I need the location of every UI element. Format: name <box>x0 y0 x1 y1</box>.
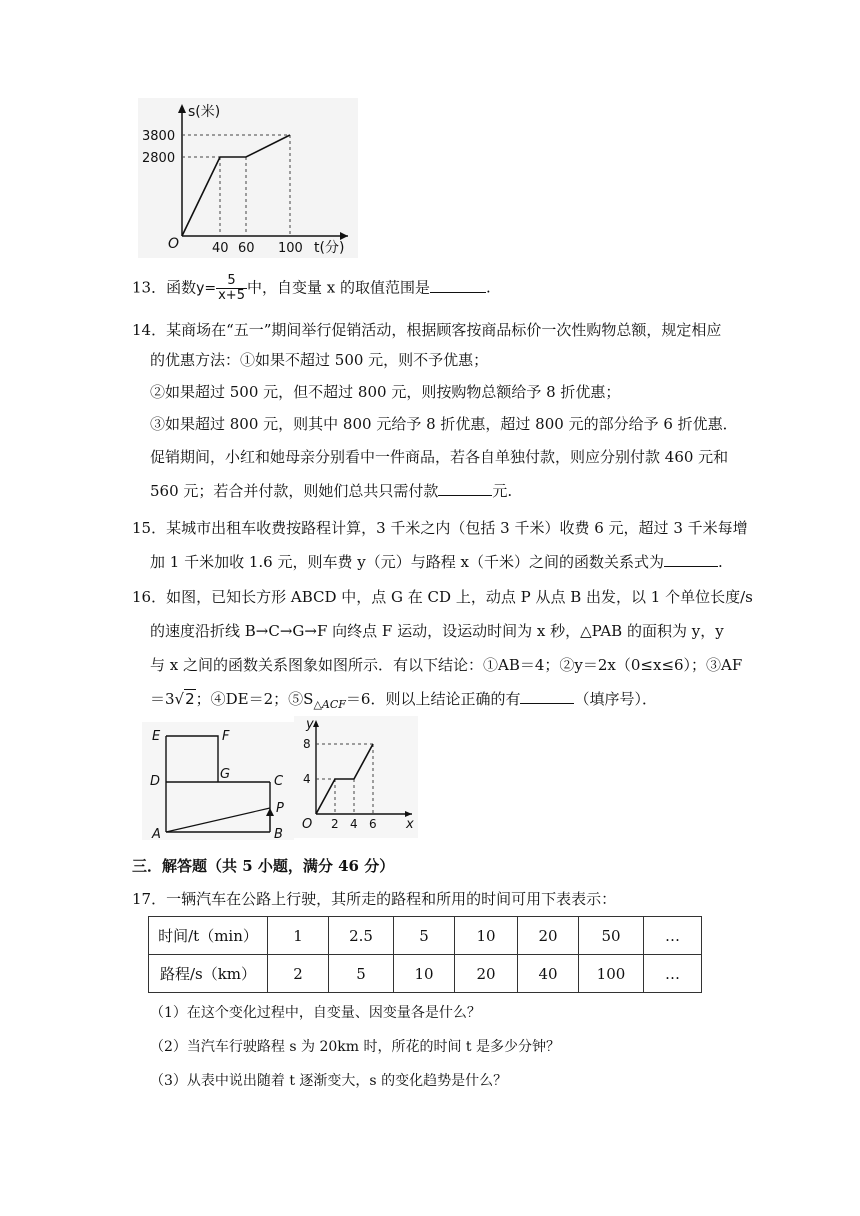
answer-blank-16[interactable] <box>520 689 574 704</box>
table-row <box>149 955 702 993</box>
question-17-sub-3: （3）从表中说出随着 t 逐渐变大，s 的变化趋势是什么？ <box>150 1073 508 1089</box>
y-tick-2800: 2800 <box>142 151 176 166</box>
question-14-line-4: ③如果超过 800 元，则其中 800 元给予 8 折优惠，超过 800 元的部分给予 6 折优惠． <box>150 415 738 433</box>
x-tick-100: 100 <box>278 241 303 256</box>
label-G: G <box>220 767 231 782</box>
distance-time-graph <box>138 98 358 258</box>
table-cell: 40 <box>518 955 579 993</box>
question-13: 13．函数y= $\frac{5}{x+5}$ 中，自变量 x 的取值范围是 . <box>132 273 491 303</box>
table-cell: 2 <box>268 955 329 993</box>
question-15-line-2: 加 1 千米加收 1.6 元，则车费 y（元）与路程 x（千米）之间的函数关系式为 . <box>150 553 723 571</box>
question-14-line-3: ②如果超过 500 元，但不超过 800 元，则按购物总额给予 8 折优惠； <box>150 383 621 401</box>
table-cell: 50 <box>579 917 644 955</box>
question-17-intro: 17．一辆汽车在公路上行驶，其所走的路程和所用的时间可用下表表示： <box>132 890 617 908</box>
x-axis-label: t(分) <box>314 240 345 256</box>
table-cell: 20 <box>455 955 518 993</box>
origin-label: O <box>302 817 313 832</box>
question-16-line-4: ＝3√2；④DE＝2；$⑤S_{\triangle ACF}=6$．则以上结论正确的有 （填序号）． <box>150 690 657 711</box>
table-cell: 5 <box>329 955 394 993</box>
y-tick-8: 8 <box>303 737 311 751</box>
question-14-line-1: 14．某商场在“五一”期间举行促销活动，根据顾客按商品标价一次性购物总额，规定相应 <box>132 321 722 339</box>
sqrt-symbol: √2 <box>174 690 195 708</box>
y-tick-4: 4 <box>303 772 311 786</box>
area-function-graph <box>294 716 418 838</box>
label-A: A <box>152 827 161 840</box>
question-16-line-2: 的速度沿折线 B→C→G→F 向终点 F 运动，设运动时间为 x 秒，△PAB 的面积为 y，y <box>150 622 724 640</box>
row-header-time: 时间/t（min） <box>149 917 268 955</box>
table-cell: … <box>644 917 702 955</box>
row-header-distance: 路程/s（km） <box>149 955 268 993</box>
answer-blank-15[interactable] <box>664 552 718 567</box>
time-distance-table <box>148 916 702 993</box>
question-14-line-6: 560 元；若合并付款，则她们总共只需付款 元. <box>150 482 513 500</box>
question-14-line-2: 的优惠方法：①如果不超过 500 元，则不予优惠； <box>150 351 489 369</box>
label-F: F <box>222 729 230 744</box>
y-tick-3800: 3800 <box>142 129 176 144</box>
table-cell: 100 <box>579 955 644 993</box>
x-tick-60: 60 <box>238 241 255 256</box>
table-cell: 10 <box>394 955 455 993</box>
fraction: $\frac{5}{x+5}$ <box>218 273 245 303</box>
x-tick-40: 40 <box>212 241 229 256</box>
section-heading: 三．解答题（共 5 小题，满分 46 分） <box>132 857 395 875</box>
origin-label: O <box>168 236 180 252</box>
y-axis-label: y <box>306 717 314 732</box>
function-y: y= <box>196 280 217 297</box>
table-cell: 10 <box>455 917 518 955</box>
label-E: E <box>152 729 161 744</box>
table-cell: 2.5 <box>329 917 394 955</box>
question-17-sub-1: （1）在这个变化过程中，自变量、因变量各是什么？ <box>150 1005 481 1021</box>
answer-blank-14[interactable] <box>438 481 492 496</box>
table-cell: 20 <box>518 917 579 955</box>
label-D: D <box>150 774 161 789</box>
table-cell: … <box>644 955 702 993</box>
question-17-sub-2: （2）当汽车行驶路程 s 为 20km 时，所花的时间 t 是多少分钟？ <box>150 1039 560 1055</box>
y-axis-label: s(米) <box>188 104 221 120</box>
label-P: P <box>276 801 284 816</box>
x-tick-4: 4 <box>350 817 358 831</box>
label-C: C <box>274 774 284 789</box>
table-cell: 5 <box>394 917 455 955</box>
question-14-line-5: 促销期间，小红和她母亲分别看中一件商品，若各自单独付款，则应分别付款 460 元和 <box>150 448 729 466</box>
question-16-line-1: 16．如图，已知长方形 ABCD 中，点 G 在 CD 上，动点 P 从点 B 出发，以 1 个单位长度/s <box>132 588 753 606</box>
question-16-line-3: 与 x 之间的函数关系图象如图所示．有以下结论：①AB＝4；②y＝2x（0≤x≤6）；③AF <box>150 656 743 674</box>
answer-blank-13[interactable] <box>430 278 486 293</box>
x-tick-6: 6 <box>369 817 377 831</box>
x-tick-2: 2 <box>331 817 339 831</box>
label-B: B <box>274 827 283 840</box>
table-cell: 1 <box>268 917 329 955</box>
rectangle-figure <box>142 722 294 840</box>
x-axis-label: x <box>406 817 414 832</box>
table-row <box>149 917 702 955</box>
question-15-line-1: 15．某城市出租车收费按路程计算，3 千米之内（包括 3 千米）收费 6 元，超过 3 千米每增 <box>132 519 748 537</box>
